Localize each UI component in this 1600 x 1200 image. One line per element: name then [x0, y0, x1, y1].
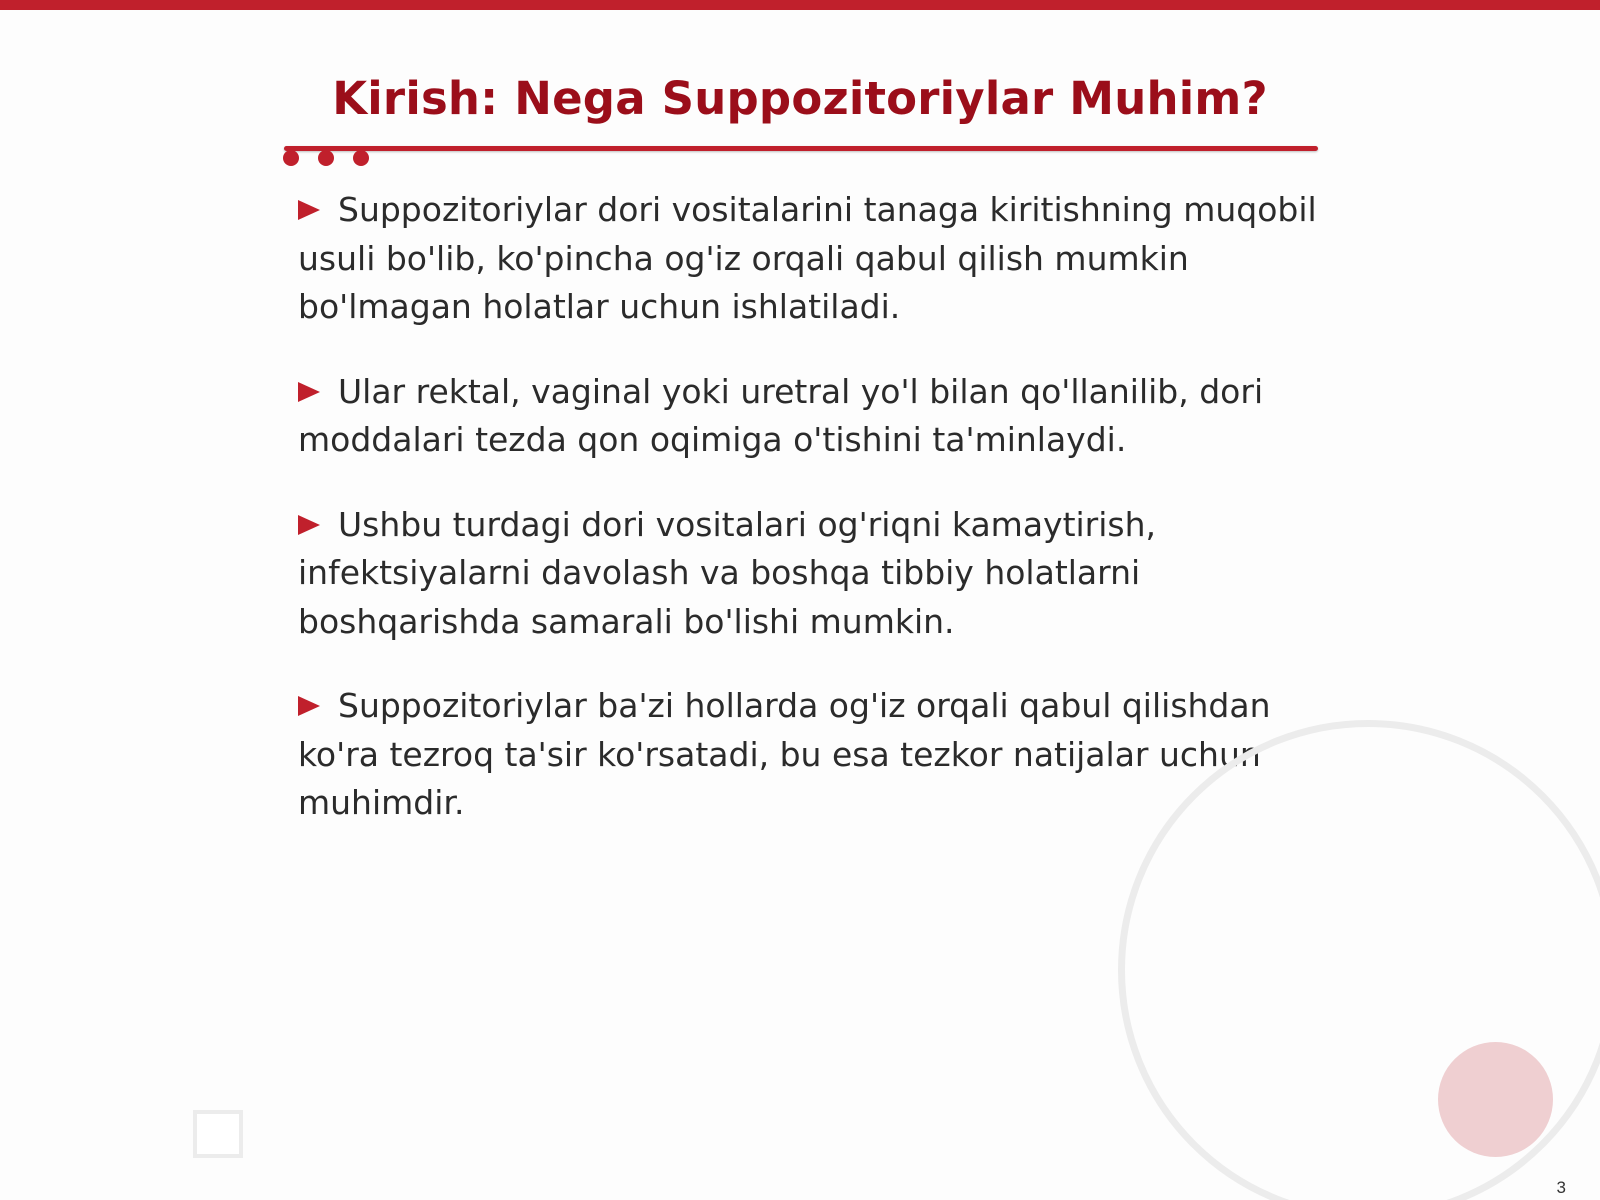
top-accent-bar	[0, 0, 1600, 10]
bullet-item	[298, 682, 1318, 828]
bullet-text: Ular rektal, vaginal yoki uretral yo'l bilan qo'llanilib, dori moddalari tezda qon oqimiga o'tishini ta'minlaydi.	[298, 371, 1264, 459]
bullet-item	[298, 186, 1318, 332]
bullet-list	[298, 186, 1318, 864]
bullet-text: Suppozitoriylar ba'zi hollarda og'iz orqali qabul qilishdan ko'ra tezroq ta'sir ko'rsatadi, bu esa tezkor natijalar uchun muhimdir.	[298, 686, 1271, 822]
page-number: 3	[1556, 1178, 1566, 1197]
decor-pink-circle	[1438, 1042, 1553, 1157]
bullet-text: Ushbu turdagi dori vositalari og'riqni kamaytirish, infektsiyalarni davolash va boshqa tibbiy holatlarni boshqarishda samarali bo'lishi mumkin.	[298, 504, 1157, 641]
title-underline	[284, 146, 1318, 151]
triangle-right-icon	[298, 696, 320, 716]
bullet-text: Suppozitoriylar dori vositalarini tanaga kiritishning muqobil usuli bo'lib, ko'pincha og'iz orqali qabul qilish mumkin bo'lmagan holatlar uchun ishlatiladi.	[298, 190, 1317, 326]
bullet-item	[298, 368, 1318, 465]
bullet-item	[298, 501, 1318, 647]
triangle-right-icon	[298, 515, 320, 535]
decor-square	[193, 1110, 243, 1158]
triangle-right-icon	[298, 382, 320, 402]
decor-dot	[318, 150, 334, 166]
slide-title: Kirish: Nega Suppozitoriylar Muhim?	[332, 72, 1268, 125]
decor-dot	[283, 150, 299, 166]
decor-dot	[353, 150, 369, 166]
triangle-right-icon	[298, 200, 320, 220]
